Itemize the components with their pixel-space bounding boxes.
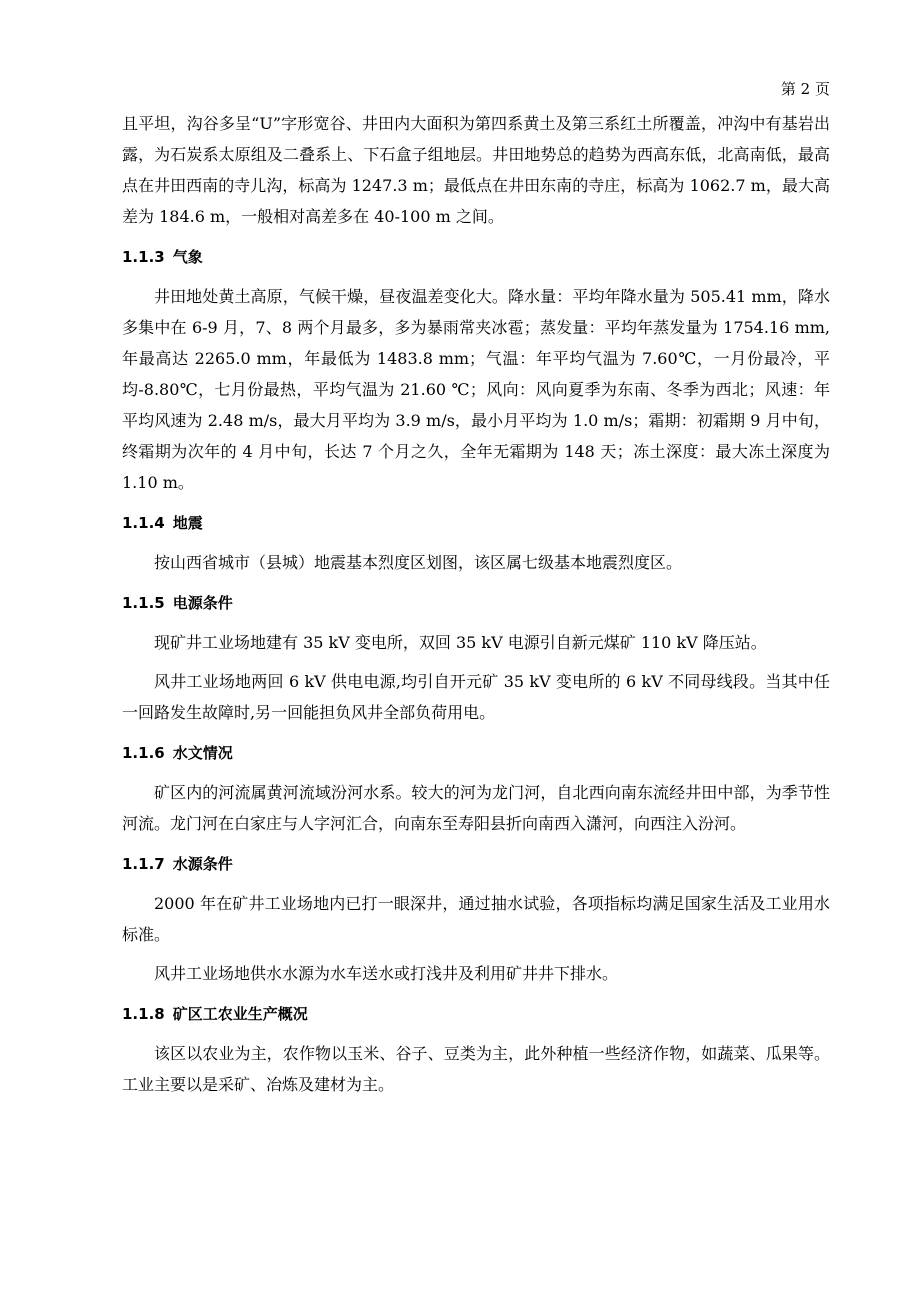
paragraph: 该区以农业为主，农作物以玉米、谷子、豆类为主，此外种植一些经济作物，如蔬菜、瓜果等。工业主要以是采矿、冶炼及建材为主。 (122, 1044, 830, 1094)
paragraph: 风井工业场地两回 6 kV 供电电源,均引自开元矿 35 kV 变电所的 6 kV 不同母线段。当其中任一回路发生故障时,另一回能担负风井全部负荷用电。 (122, 672, 830, 722)
section-number: 1.1.6 (122, 744, 165, 762)
section-number: 1.1.5 (122, 594, 165, 612)
page-number: 第 2 页 (780, 80, 830, 98)
paragraph: 风井工业场地供水水源为水车送水或打浅井及利用矿井井下排水。 (154, 964, 619, 983)
section-number: 1.1.3 (122, 248, 165, 266)
section-heading-1-1-8 (122, 999, 830, 1030)
paragraph: 2000 年在矿井工业场地内已打一眼深井，通过抽水试验，各项指标均满足国家生活及工业用水标准。 (122, 894, 830, 944)
paragraph: 矿区内的河流属黄河流域汾河水系。较大的河为龙门河，自北西向南东流经井田中部，为季节性河流。龙门河在白家庄与人字河汇合，向南东至寿阳县折向南西入潇河，向西注入汾河。 (122, 783, 830, 833)
document-body (122, 108, 830, 1100)
section-title: 水文情况 (172, 744, 233, 762)
section-heading-1-1-5 (122, 588, 830, 619)
section-heading-1-1-4 (122, 508, 830, 539)
section-number: 1.1.7 (122, 855, 165, 873)
section-title: 水源条件 (172, 855, 233, 873)
section-title: 地震 (172, 514, 203, 532)
section-title: 矿区工农业生产概况 (172, 1005, 308, 1023)
section-title: 电源条件 (172, 594, 233, 612)
section-number: 1.1.4 (122, 514, 165, 532)
section-title: 气象 (172, 248, 203, 266)
paragraph: 现矿井工业场地建有 35 kV 变电所，双回 35 kV 电源引自新元煤矿 110 kV 降压站。 (154, 633, 767, 652)
paragraph: 按山西省城市（县城）地震基本烈度区划图，该区属七级基本地震烈度区。 (154, 553, 683, 572)
section-heading-1-1-7 (122, 849, 830, 880)
section-heading-1-1-3 (122, 242, 830, 273)
paragraph: 井田地处黄土高原，气候干燥，昼夜温差变化大。降水量：平均年降水量为 505.41 mm，降水多集中在 6-9 月，7、8 两个月最多，多为暴雨常夹冰雹；蒸发量：平均年蒸发量为 1754.16 mm,年最高达 2265.0 mm，年最低为 1483.8 mm；气温：年平均气温为 7.60℃，一月份最冷，平均-8.80℃，七月份最热，平均气温为 21.60 ℃；风向：风向夏季为东南、冬季为西北；风速：年平均风速为 2.48 m/s，最大月平均为 3.9 m/s，最小月平均为 1.0 m/s；霜期：初霜期 9 月中旬，终霜期为次年的 4 月中旬，长达 7 个月之久，全年无霜期为 148 天；冻土深度：最大冻土深度为 1.10 m。 (122, 287, 830, 492)
section-number: 1.1.8 (122, 1005, 165, 1023)
lead-paragraph: 且平坦，沟谷多呈“U”字形宽谷、井田内大面积为第四系黄土及第三系红土所覆盖，冲沟中有基岩出露，为石炭系太原组及二叠系上、下石盒子组地层。井田地势总的趋势为西高东低，北高南低，最高点在井田西南的寺儿沟，标高为 1247.3 m；最低点在井田东南的寺庄，标高为 1062.7 m，最大高差为 184.6 m，一般相对高差多在 40-100 m 之间。 (122, 114, 830, 226)
section-heading-1-1-6 (122, 738, 830, 769)
